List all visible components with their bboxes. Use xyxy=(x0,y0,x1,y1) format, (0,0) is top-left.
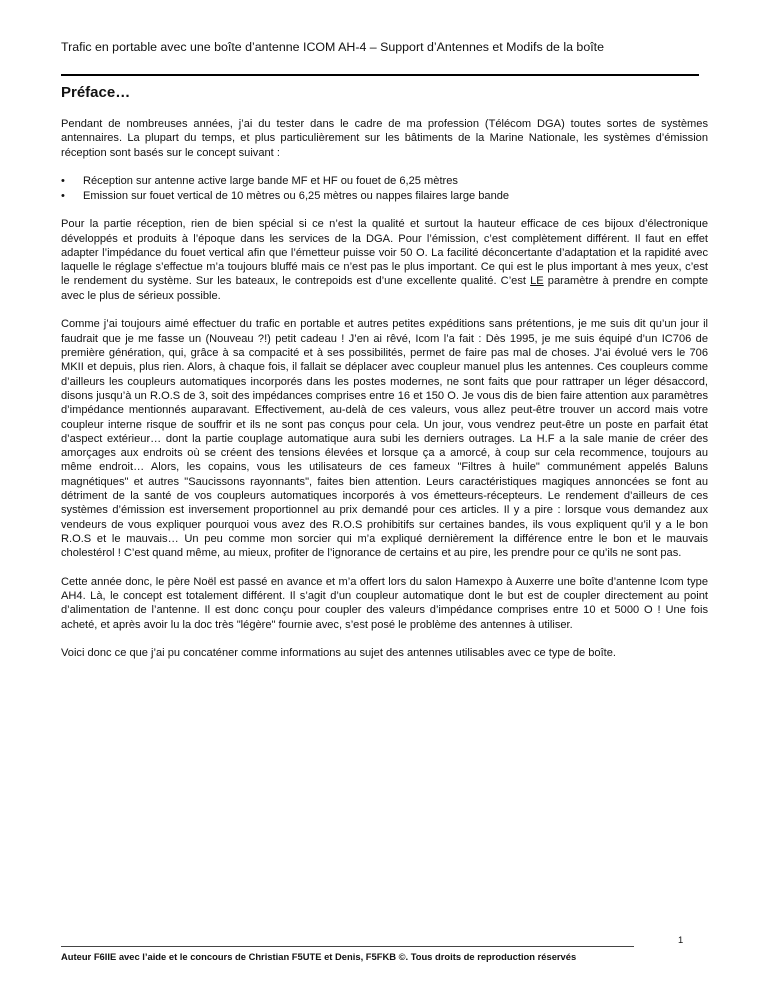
paragraph-text: paramètre à prendre en compte avec le plus de sérieux possible. xyxy=(61,275,708,302)
paragraph-portable: Comme j’ai toujours aimé effectuer du trafic en portable et autres petites expéditions sans prétentions, je me suis dit qu’un jour il faudrait que je me fasse un (Nouveau ?!) petit cadeau ! J’en ai rêvé, Icom l’a fait : Dès 1995, je me suis équipé d’un IC706 de première génération, qui, grâce à sa compacité et à ses possibilités, permet de faire pas mal de choses. J’ai évolué vers le 706 MKII et depuis, plus rien. Alors, à chaque fois, il fallait se déplacer avec coupleur manuel plus les antennes. Ces coupleurs comme d’ailleurs les coupleurs automatiques incorporés dans les postes modernes, ne sont faits que pour rattraper un léger désaccord, disons jusqu’à un R.O.S de 3, soit des impédances comprises entre 16 et 150 O. Je vous dis de bien faire attention aux paramètres d’impédance mentionnés auparavant. Effectivement, au-delà de ces valeurs, vous allez peut-être trouver un accord mais votre coupleur interne risque de souffrir et ils ne sont pas conçus pour cela. Un jour, vous vendrez peut-être un poste en parfait état d’aspect extérieur… dont la partie couplage automatique aura subi les derniers outrages. La H.F a la sale manie de créer des amorçages aux endroits où se créent des tensions élevées et lorsque ça a amorcé, à coup sur cela recommence, toujours au même endroit… Alors, les copains, vous les utilisateurs de ces fameux "Filtres à huile" communément appelés Baluns magnétiques" et autres "Saucissons rayonnants", faites bien attention. Leurs caractéristiques magiques annoncées se font au détriment de la santé de vos coupleurs automatiques incorporés à vos émetteurs-récepteurs. Le rendement d’ailleurs de ces systèmes d’émission est inversement proportionnel au prix demandé pour ces articles. Il y a pire : lorsque vous demandez aux vendeurs de vous expliquer pourquoi vous avez des R.O.S prohibitifs sur certaines bandes, ils vous expliquent qu’il y a le bon R.O.S et le mauvais… Un peu comme mon sorcier qui m’a expliqué dernièrement la différence entre le bon et le mauvais cholestérol ! C’est quand même, au mieux, profiter de l’ignorance de certains et au pire, les prendre pour ce qu’ils ne sont pas. xyxy=(61,318,708,560)
list-item-text: Réception sur antenne active large bande MF et HF ou fouet de 6,25 mètres xyxy=(83,175,458,188)
emphasis-underlined: LE xyxy=(530,275,544,288)
paragraph-reception xyxy=(61,217,708,303)
header-rule xyxy=(61,74,699,76)
footer-rule xyxy=(61,946,634,947)
list-item xyxy=(61,174,708,188)
list-item xyxy=(61,189,708,203)
list-item-text: Emission sur fouet vertical de 10 mètres ou 6,25 mètres ou nappes filaires large bande xyxy=(83,189,510,202)
paragraph-ah4: Cette année donc, le père Noël est passé en avance et m’a offert lors du salon Hamexpo à Auxerre une boîte d’antenne Icom type AH4. Là, le concept est totalement différent. Il s’agit d’un coupleur automatique dont le but est de coupler directement au point d’alimentation de l’antenne. Il est donc conçu pour coupler des valeurs d’impédance comprises entre 10 et 5000 O ! Une fois acheté, et après avoir lu la doc très "légère" fournie avec, s’est posé le problème des antennes à utiliser. xyxy=(61,575,708,631)
bullet-icon: • xyxy=(61,189,65,202)
paragraph-intro: Pendant de nombreuses années, j’ai du tester dans le cadre de ma profession (Télécom DGA) toutes sortes de systèmes antennaires. La plupart du temps, et plus particulièrement sur les bâtiments de la Marine Nationale, les systèmes d’émission réception sont basés sur le concept suivant : xyxy=(61,118,708,159)
bullet-list xyxy=(61,174,708,203)
paragraph-text: Pour la partie réception, rien de bien spécial si ce n’est la qualité et surtout la hauteur efficace de ces bijoux d’électronique développés et produits à l’époque dans les services de la DGA. Pour l’émission, c’est complètement différent. Il faut en effet adapter l’impédance du fouet vertical afin que l’émetteur puisse voir 50 O. La facilité déconcertante d’adaptation et la rapidité avec laquelle le réglage s’effectue m’a toujours bluffé mais ce n’est pas le plus important. Ce qui est le plus important à mes yeux, c’est le rendement du système. Sur les bateaux, le contrepoids est d’une excellente qualité. C’est xyxy=(61,218,708,288)
running-header: Trafic en portable avec une boîte d’antenne ICOM AH-4 – Support d’Antennes et Modifs de la boîte xyxy=(61,40,604,54)
paragraph-conclusion: Voici donc ce que j’ai pu concaténer comme informations au sujet des antennes utilisables avec ce type de boîte. xyxy=(61,647,617,660)
bullet-icon: • xyxy=(61,175,65,188)
footer-credit: Auteur F6IIE avec l’aide et le concours de Christian F5UTE et Denis, F5FKB ©. Tous droits de reproduction réservés xyxy=(61,951,577,962)
section-title: Préface… xyxy=(61,84,131,101)
page-number: 1 xyxy=(678,934,684,945)
document-body xyxy=(61,117,708,675)
